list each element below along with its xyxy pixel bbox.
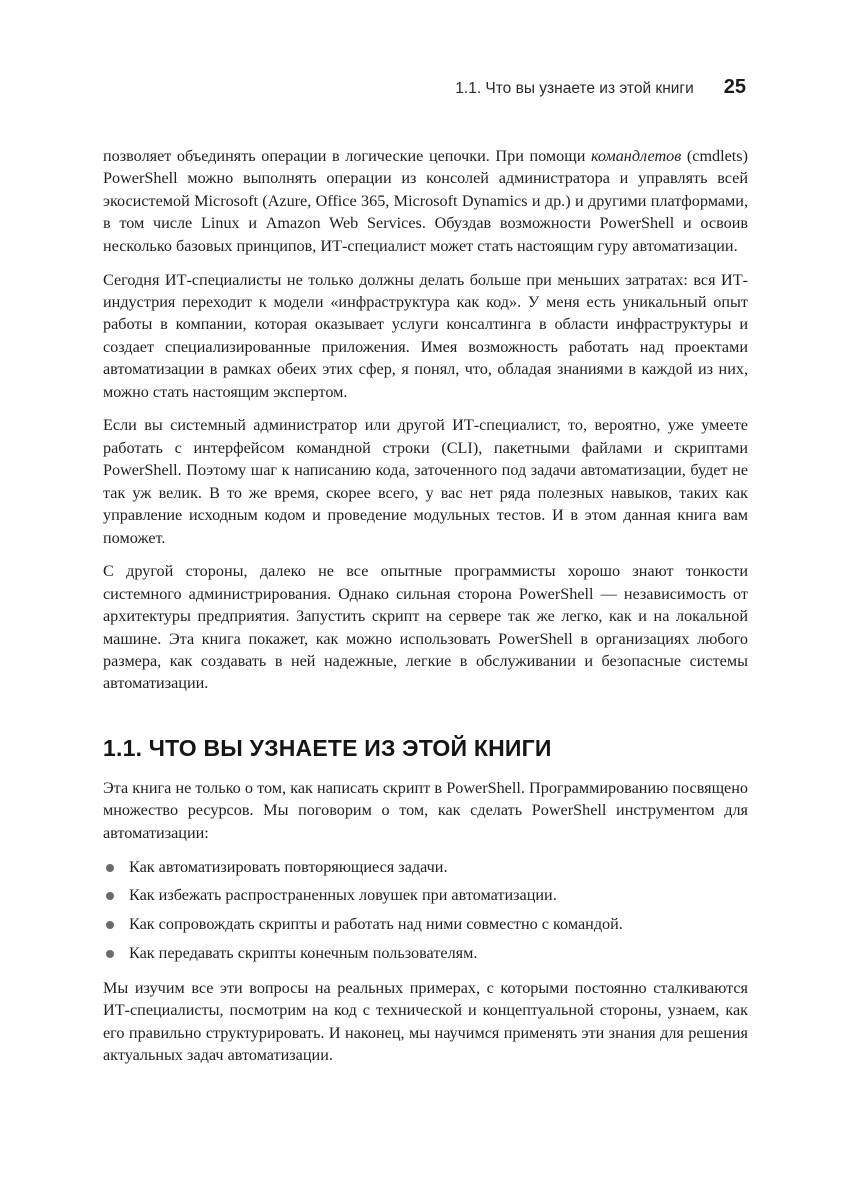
paragraph-1-start: позволяет объединять операции в логические цепочки. При помощи — [103, 147, 591, 165]
paragraph-1-rest: (cmdlets) PowerShell можно выполнять операции из консолей администратора и управлять всей экосистемой Microsoft (Azure, Office 365, Microsoft Dynamics и др.) и другими платформами, в том числе Linux и Amazon Web Services. Обуздав возможности PowerShell и освоив несколько базовых принципов, ИТ-специалист может стать настоящим гуру автоматизации. — [103, 147, 748, 255]
bullet-icon — [106, 892, 114, 900]
italic-term-cmdlets: командлетов — [590, 147, 682, 165]
paragraph-4: С другой стороны, далеко не все опытные программисты хорошо знают тонкости системного администрирования. Однако сильная сторона PowerShell — независимость от архитектуры предприятия. Запустить скрипт на сервере так же легко, как и на локальной машине. Эта книга покажет, как можно использовать PowerShell в организациях любого размера, как создавать в ней надежные, легкие в обслуживании и безопасные системы автоматизации. — [103, 562, 748, 693]
closing-paragraph: Мы изучим все эти вопросы на реальных примерах, с которыми постоянно сталкиваются ИТ-специалисты, посмотрим на код с технической и концептуальной стороны, узнаем, как его правильно структурировать. И наконец, мы научимся применять эти знания для решения актуальных задач автоматизации. — [103, 978, 748, 1064]
section-heading: 1.1. ЧТО ВЫ УЗНАЕТЕ ИЗ ЭТОЙ КНИГИ — [103, 734, 552, 761]
paragraph-1 — [103, 145, 748, 257]
list-item-text: Как автоматизировать повторяющиеся задачи. — [129, 857, 448, 876]
page-number: 25 — [723, 76, 746, 98]
list-item-text: Как сопровождать скрипты и работать над ними совместно с командой. — [129, 915, 623, 934]
list-item-text: Как передавать скрипты конечным пользователям. — [129, 944, 478, 963]
page-content — [103, 145, 748, 1078]
running-header — [455, 76, 746, 99]
paragraph-3: Если вы системный администратор или другой ИТ-специалист, то, вероятно, уже умеете работать с интерфейсом командной строки (CLI), пакетными файлами и скриптами PowerShell. Поэтому шаг к написанию кода, заточенного под задачи автоматизации, будет не так уж велик. В то же время, скорее всего, у вас нет ряда полезных навыков, таких как управление исходным кодом и проведение модульных тестов. И в этом данная книга вам поможет. — [103, 416, 748, 547]
bullet-icon — [106, 921, 114, 929]
list-item — [103, 942, 748, 964]
section-intro: Эта книга не только о том, как написать скрипт в PowerShell. Программированию посвящено множество ресурсов. Мы поговорим о том, как сделать PowerShell инструментом для автоматизации: — [103, 778, 748, 842]
list-item-text: Как избежать распространенных ловушек при автоматизации. — [129, 886, 557, 905]
list-item — [103, 884, 748, 906]
bullet-icon — [106, 864, 114, 872]
running-title: 1.1. Что вы узнаете из этой книги — [455, 80, 694, 97]
list-item — [103, 913, 748, 935]
paragraph-2: Сегодня ИТ-специалисты не только должны делать больше при меньших затратах: вся ИТ-индустрия переходит к модели «инфраструктура как код». У меня есть уникальный опыт работы в компании, которая оказывает услуги консалтинга в области инфраструктуры и создает специализированные приложения. Имея возможность работать над проектами автоматизации в рамках обеих этих сфер, я понял, что, обладая знаниями в каждой из них, можно стать настоящим экспертом. — [103, 270, 748, 401]
bullet-list — [103, 856, 748, 965]
list-item — [103, 856, 748, 878]
bullet-icon — [106, 950, 114, 958]
